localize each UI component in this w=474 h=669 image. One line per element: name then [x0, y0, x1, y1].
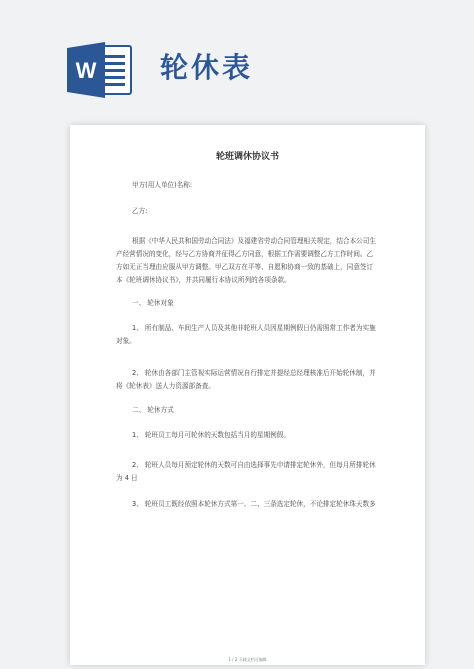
word-icon-letter: W [75, 58, 97, 83]
list-item: 2、 轮休由各部门主管视实际运营情况自行排定并提经总经理核准后开始轮休制，并 [132, 369, 376, 377]
paragraph-line: 方如无正当理由应服从甲方调整。甲乙双方在平等、自愿和协商一致的基础上，同意签订 [116, 263, 374, 271]
paragraph-line: 根据《中华人民共和国劳动合同法》及福建省劳动合同管理相关规定，结合本公司生 [132, 237, 376, 245]
paragraph-line: 本《轮班调休协议书》，并共同履行本协议所列的各项条款。 [116, 276, 291, 284]
section-heading: 一、 轮休对象 [132, 299, 174, 307]
party-a-line: 甲方(用人单位)名称: [132, 181, 193, 189]
section-heading: 二、 轮休方式 [132, 406, 174, 414]
list-item: 1、 轮班员工每月可轮休的天数包括当月的星期例假。 [132, 431, 290, 439]
word-icon [65, 40, 135, 100]
header [0, 0, 474, 120]
paragraph-line: 产经营情况的变化，经与乙方协商并征得乙方同意，根据工作需要调整乙方工作时间。乙 [116, 250, 374, 258]
list-item-continuation: 对象。 [116, 337, 136, 345]
party-b-line: 乙方: [132, 207, 148, 215]
list-item: 3、 轮班员工既经依照本轮休方式第一、二、三条选定轮休，不论排定轮休珠天数多 [132, 500, 376, 508]
document-page [70, 125, 425, 665]
page-title: 轮班调休协议书 [215, 152, 279, 162]
list-item-continuation: 将《轮休表》送人力资源部备查。 [116, 382, 215, 390]
list-item-continuation: 为 4 日 [116, 474, 138, 482]
list-item: 2、 轮班人员每月预定轮休的天数可自由选择事先申请排定轮休外，但每月所排轮休 [132, 461, 376, 469]
list-item: 1、 所有制品、车间生产人员及其他非轮班人员因星期例假日仍需照常工作者为实施 [132, 324, 376, 332]
page-footer: 1 / 2 下载文档可编辑 [228, 657, 267, 662]
document-title: 轮休表 [160, 51, 254, 84]
